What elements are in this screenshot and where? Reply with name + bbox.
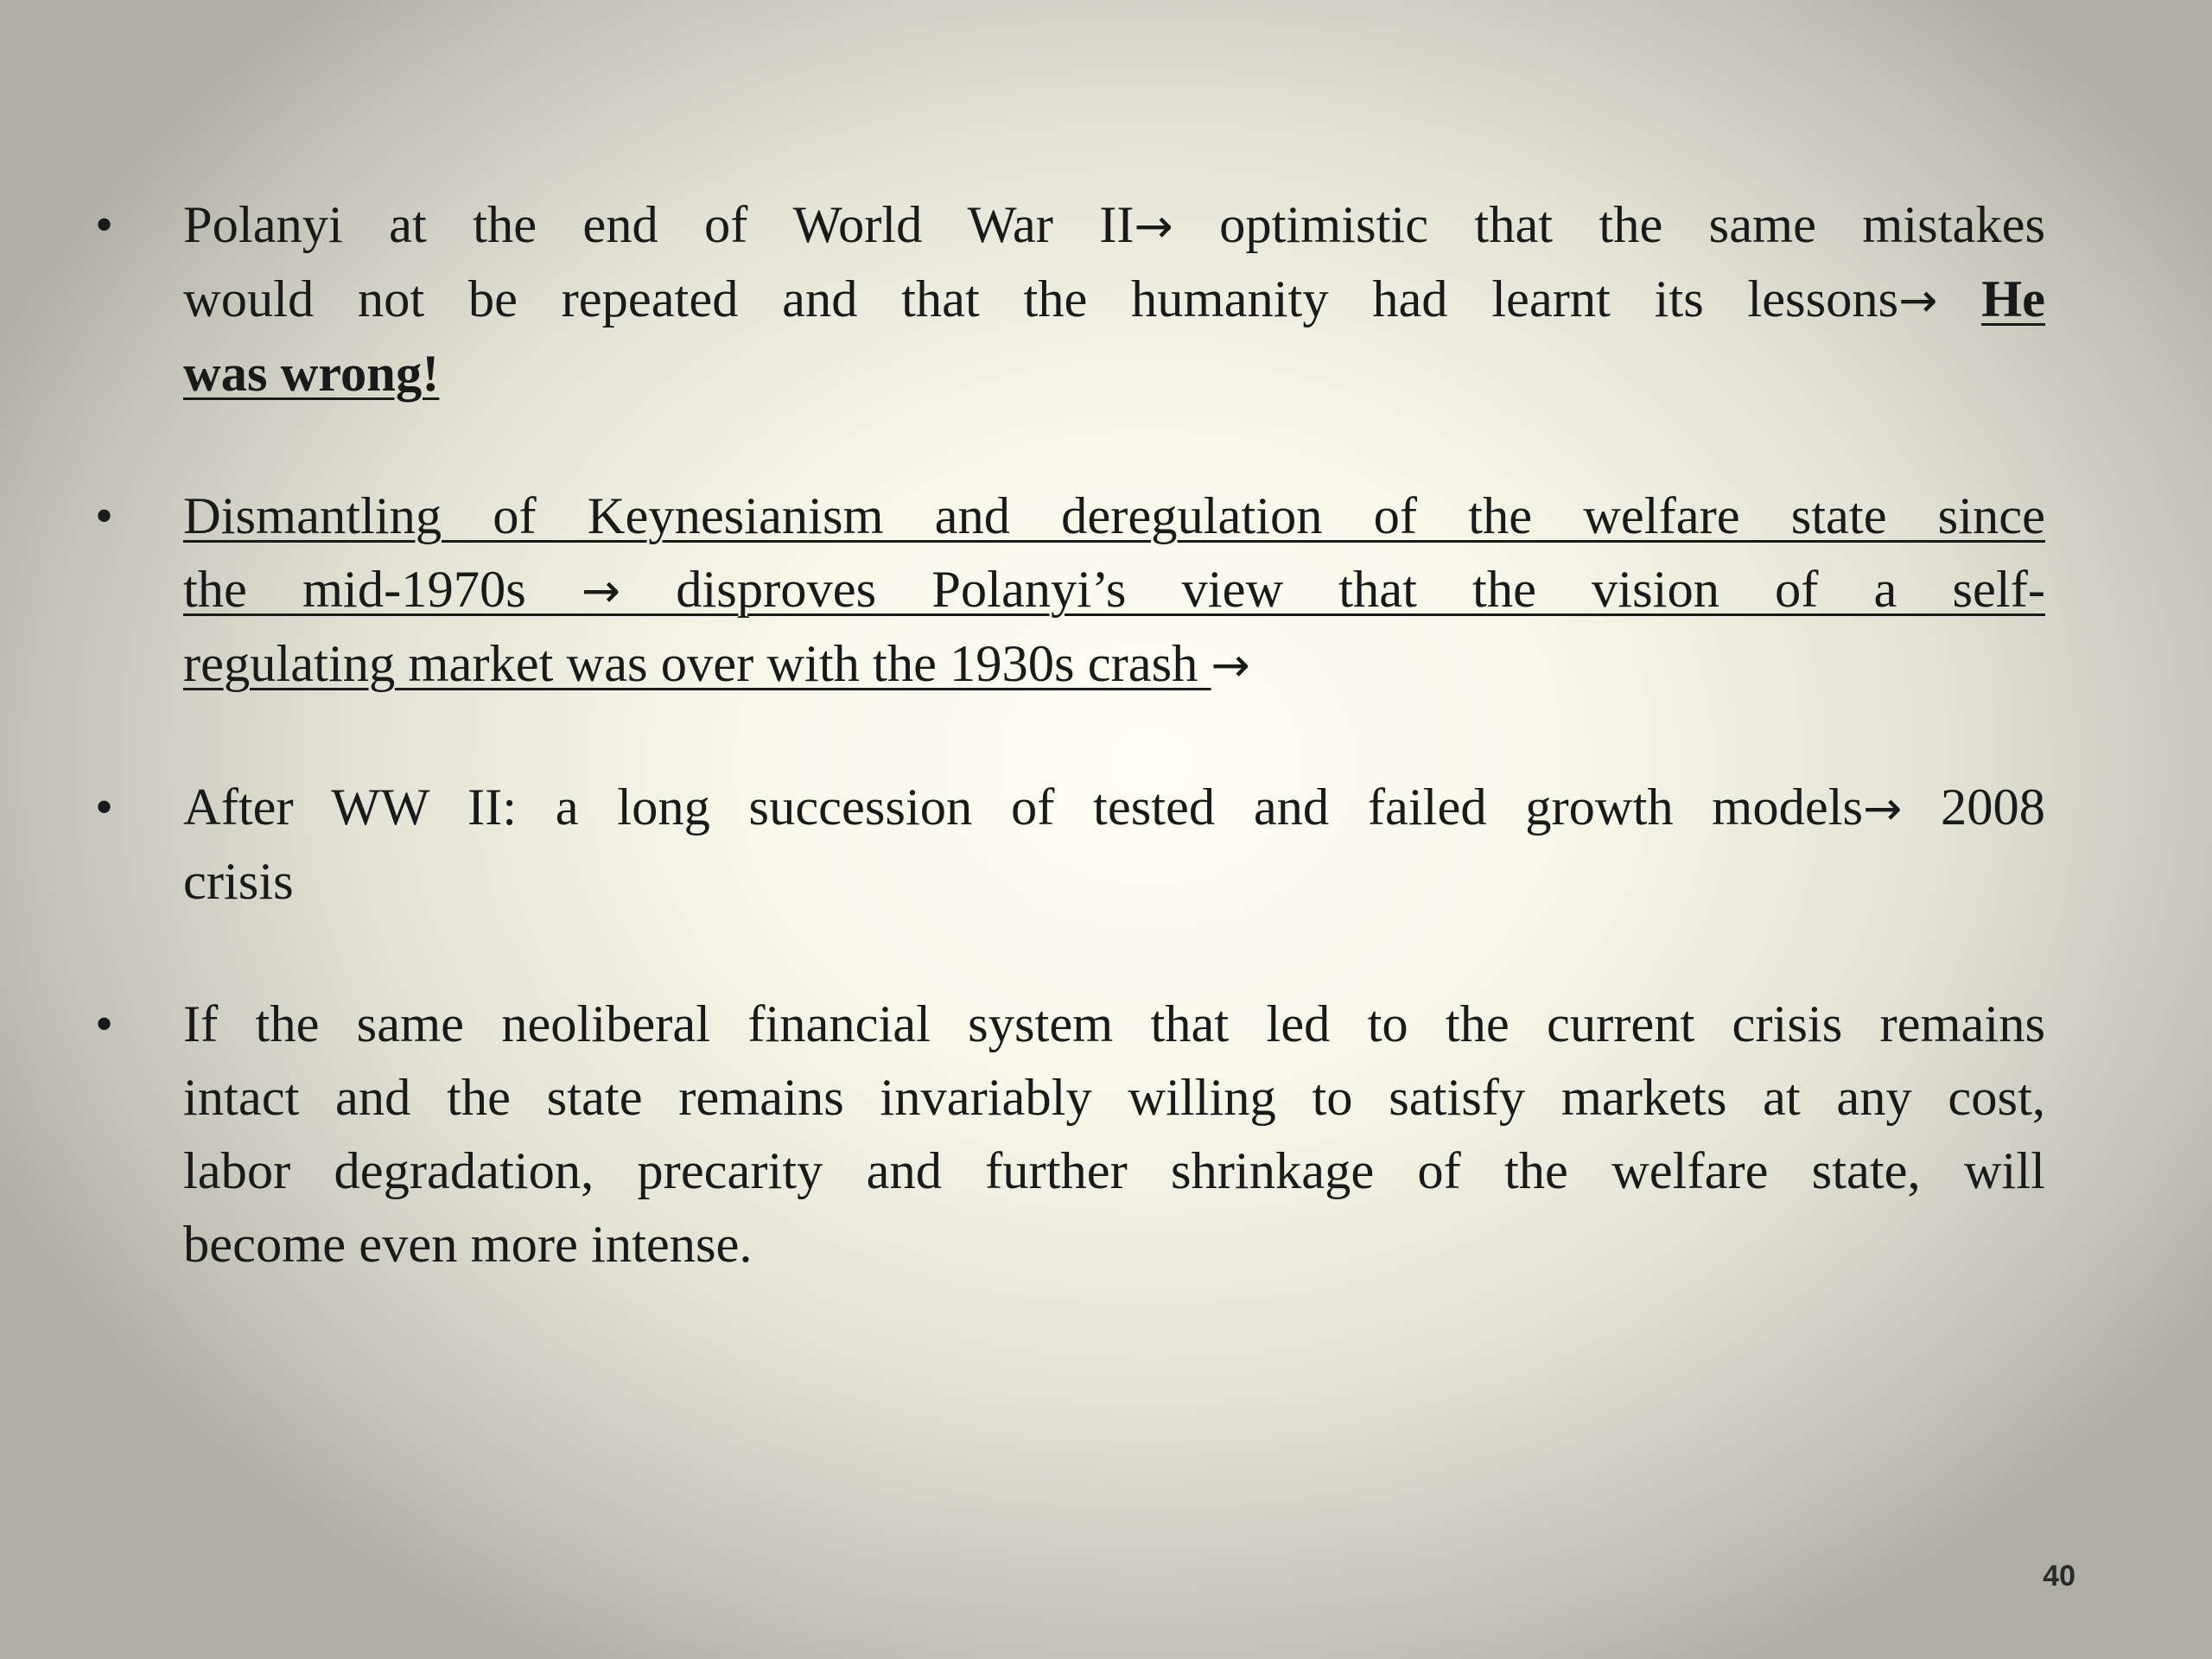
text-run: would not be repeated and that the humanity had learnt its lessons <box>183 270 1899 328</box>
text-run: After WW II: a long succession of tested and failed growth models <box>183 779 1864 836</box>
text-run <box>1937 270 1981 328</box>
text-run: crisis <box>183 853 294 911</box>
text-run: 2008 <box>1902 779 2045 836</box>
text-line <box>183 480 2045 553</box>
text-line <box>183 627 2045 702</box>
text-run: optimistic that the same mistakes <box>1173 196 2045 254</box>
text-run: He <box>1981 270 2046 328</box>
text-line <box>183 553 2045 627</box>
text-line <box>183 188 2045 263</box>
page-number: 40 <box>2043 1560 2075 1592</box>
text-line <box>183 988 2045 1061</box>
bullet-item <box>183 188 2045 410</box>
bullet-marker: • <box>95 196 114 253</box>
text-run: labor degradation, precarity and further shrinkage of the welfare state, will <box>183 1142 2045 1200</box>
text-line <box>183 1135 2045 1208</box>
bullet-item <box>183 771 2045 918</box>
arrow-icon: → <box>1898 273 1938 327</box>
bullet-marker: • <box>95 779 114 836</box>
text-line <box>183 771 2045 845</box>
text-run: Dismantling of Keynesianism and deregulation of the welfare state since <box>183 487 2045 545</box>
arrow-icon: → <box>1863 781 1903 836</box>
text-run: intact and the state remains invariably willing to satisfy markets at any cost, <box>183 1069 2045 1127</box>
bullet-marker: • <box>95 487 114 544</box>
text-line <box>183 1061 2045 1135</box>
text-line <box>183 1208 2045 1281</box>
text-line <box>183 337 2045 410</box>
arrow-icon: → <box>1134 199 1173 253</box>
text-run: the mid-1970s <box>183 561 582 619</box>
text-run: become even more intense. <box>183 1216 753 1274</box>
text-run: regulating market was over with the 1930s crash <box>183 635 1211 693</box>
text-run: Polanyi at the end of World War II <box>183 196 1135 254</box>
text-line <box>183 845 2045 918</box>
text-run: If the same neoliberal financial system that led to the current crisis remains <box>183 995 2045 1053</box>
bullet-item <box>183 480 2045 702</box>
text-run: disproves Polanyi’s view that the vision of a self- <box>620 561 2045 619</box>
arrow-icon: → <box>1211 638 1250 692</box>
bullet-marker: • <box>95 995 114 1052</box>
text-line <box>183 263 2045 337</box>
bullet-item <box>183 988 2045 1281</box>
text-run: was wrong! <box>183 345 440 403</box>
arrow-icon: → <box>581 563 621 618</box>
